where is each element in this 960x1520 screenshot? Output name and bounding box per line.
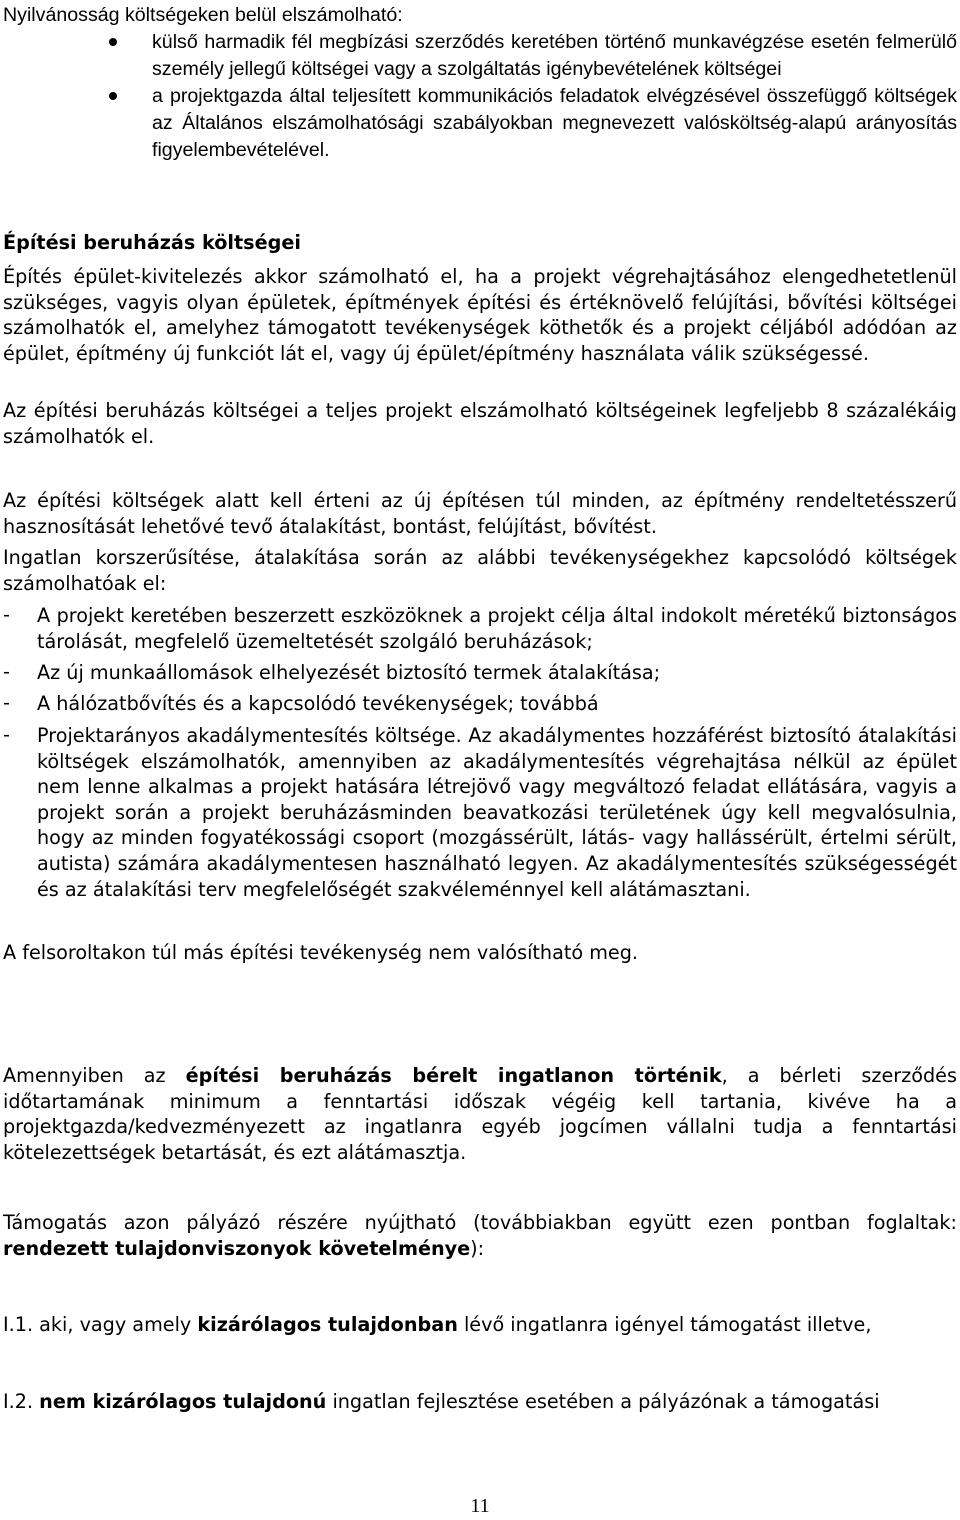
text-emphasis: nem kizárólagos tulajdonú: [39, 1390, 327, 1413]
list-item: [3, 603, 957, 654]
list-item-text: A projekt keretében beszerzett eszközöknek a projekt célja által indokolt méretékű biztonságos tárolását, megfelelő üzemeltetését szolgáló beruházások;: [37, 604, 957, 653]
list-marker: -: [3, 691, 10, 714]
list-item: [3, 723, 957, 902]
paragraph-construction-costs: Az építési költségek alatt kell érteni az új építésen túl minden, az építmény rendeltetésszerű hasznosítását lehetővé tevő átalakítást, bontást, felújítást, bővítést.: [3, 489, 957, 538]
bullet-text: a projektgazda által teljesített kommunikációs feladatok elvégzésével összefüggő költségek az Általános elszámolhatósági szabályokban megnevezett valósköltség-alapú arányosítás figyelembevételével.: [152, 85, 957, 161]
paragraph-rented-property: [3, 1063, 957, 1165]
bullet-item: [3, 29, 957, 83]
list-item-text: Az új munkaállomások elhelyezését biztosító termek átalakítása;: [37, 661, 661, 684]
text-span: Amennyiben az: [3, 1064, 186, 1087]
text-emphasis: kizárólagos tulajdonban: [197, 1313, 458, 1336]
list-marker: -: [3, 723, 10, 746]
page-number: 11: [470, 1495, 490, 1517]
text-span: ingatlan fejlesztése esetében a pályázónak a támogatási: [326, 1390, 880, 1413]
list-item-text: A hálózatbővítés és a kapcsolódó tevékenységek; továbbá: [37, 692, 599, 715]
list-marker: -: [3, 660, 10, 683]
paragraph-cost-limit: Az építési beruházás költségei a teljes projekt elszámolható költségeinek legfeljebb 8 százalékáig számolhatók el.: [3, 399, 957, 448]
list-item: [3, 660, 957, 686]
bullet-item: [3, 83, 957, 164]
paragraph-point-i1: [3, 1312, 957, 1338]
text-span: ):: [470, 1236, 485, 1260]
text-span: I.1. aki, vagy amely: [3, 1313, 198, 1336]
text-span: lévő ingatlanra igényel támogatást illetve,: [457, 1313, 872, 1336]
bullet-list: [3, 29, 957, 164]
section-heading: Építési beruházás költségei: [3, 231, 301, 254]
bullet-text: külső harmadik fél megbízási szerződés keretében történő munkavégzése esetén felmerülő személy jellegű költségei vagy a szolgáltatás igénybevételének költségei: [152, 31, 957, 80]
paragraph-no-other-works: A felsoroltakon túl más építési tevékenység nem valósítható meg.: [3, 941, 638, 964]
text-span: Támogatás azon pályázó részére nyújtható (továbbiakban együtt ezen pontban foglaltak:: [3, 1211, 957, 1234]
text-span: , a bérleti szerződés időtartamának minimum a fenntartási időszak végéig kell tartania, kivéve ha a projektgazda/kedvezményezett az ingatlanra egyéb jogcímen vállalni tudja a fenntartási kötelezettségek betartását, és ezt alátámasztja.: [3, 1064, 957, 1164]
paragraph-construction-definition: Építés épület-kivitelezés akkor számolható el, ha a projekt végrehajtásához elengedhetetlenül szükséges, vagyis olyan épületek, építmények építési és értéknövelő felújítási, bővítési költségei számolhatók el, amelyhez támogatott tevékenységek köthetők és a projekt céljából adódóan az épület, építmény új funkciót lát el, vagy új épület/építmény használata válik szükségessé.: [3, 265, 957, 365]
list-item: [3, 691, 957, 717]
text-emphasis: rendezett tulajdonviszonyok követelménye: [3, 1236, 471, 1260]
intro-line: Nyilvánosság költségeken belül elszámolható:: [3, 4, 403, 26]
list-item-text: Projektarányos akadálymentesítés költsége. Az akadálymentes hozzáférést biztosító átalakítási költségek elszámolhatók, amennyiben az akadálymentesítés végrehajtása nélkül az épület nem lenne alkalmas a projekt hatására létrejövő vagy megváltozó feladat ellátására, vagyis a projekt során a projekt beruházásminden beavatkozási területének úgy kell megvalósulnia, hogy az minden fogyatékossági csoport (mozgássérült, látás- vagy hallássérült, értelmi sérült, autista) számára akadálymentesen használható legyen. Az akadálymentesítés szükségességét és az átalakítási terv megfelelőségét szakvéleménnyel kell alátámasztani.: [37, 724, 957, 901]
bullet-icon: [109, 92, 117, 100]
bullet-icon: [109, 38, 117, 46]
list-marker: -: [3, 603, 10, 626]
paragraph-support-condition: [3, 1210, 957, 1261]
paragraph-point-i2: [3, 1389, 957, 1415]
text-emphasis: építési beruházás bérelt ingatlanon történik: [185, 1064, 722, 1087]
text-span: I.2.: [3, 1390, 40, 1413]
paragraph-modernization: Ingatlan korszerűsítése, átalakítása során az alábbi tevékenységekhez kapcsolódó költségek számolhatóak el:: [3, 546, 957, 595]
